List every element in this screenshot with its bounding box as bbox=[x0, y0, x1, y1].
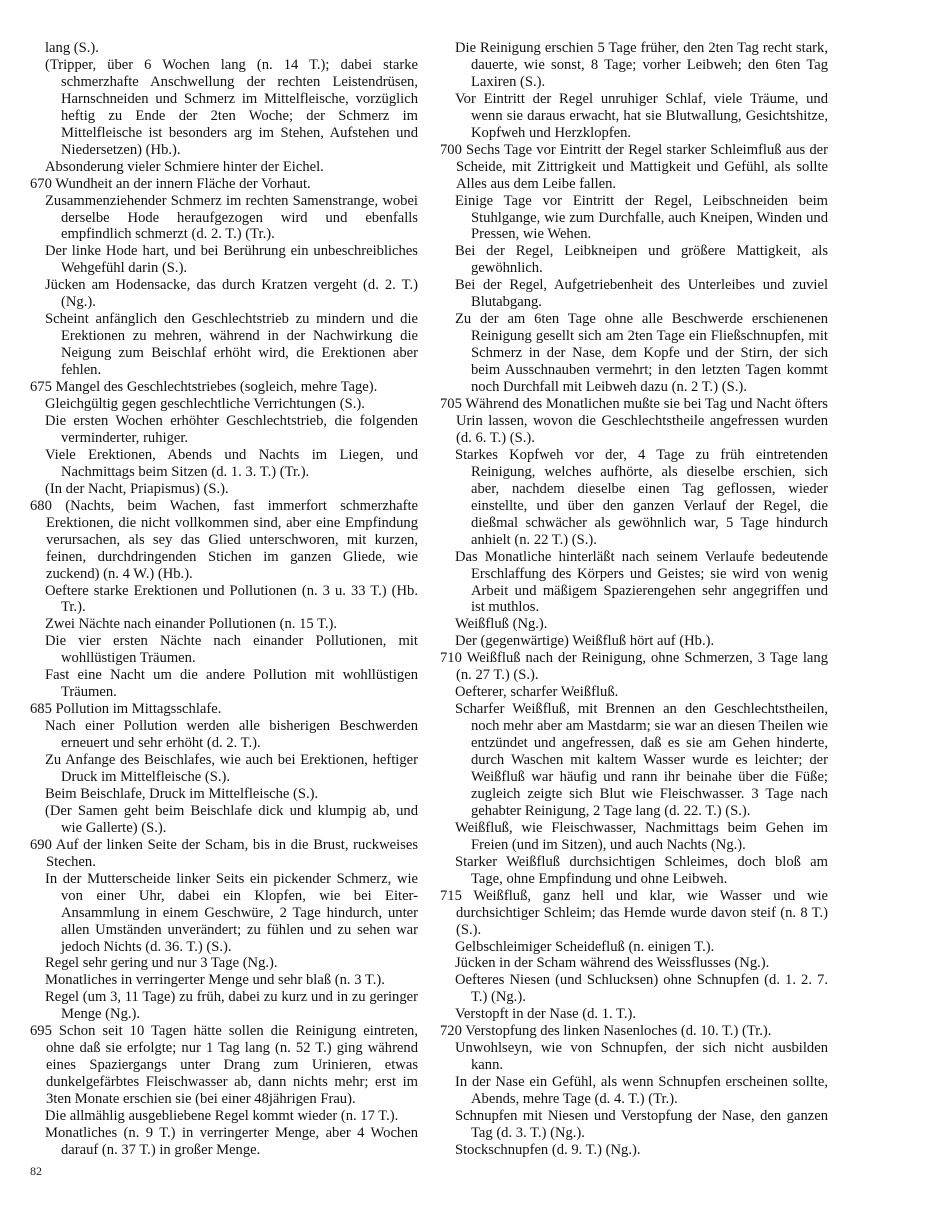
entry-text: Der (gegenwärtige) Weißfluß hört auf (Hb.). bbox=[455, 633, 715, 650]
entry-text: Der linke Hode hart, und bei Berührung ein unbeschreibliches Wehgefühl darin (S.). bbox=[45, 243, 418, 277]
symptom-entry bbox=[30, 277, 418, 311]
symptom-entry bbox=[440, 311, 828, 396]
symptom-entry bbox=[440, 193, 828, 244]
symptom-entry bbox=[30, 752, 418, 786]
symptom-entry bbox=[30, 989, 418, 1023]
entry-text: Pollution im Mittagsschlafe. bbox=[55, 701, 222, 718]
symptom-entry bbox=[30, 176, 418, 193]
entry-text: Nach einer Pollution werden alle bisherigen Beschwerden erneuert und sehr erhöht (d. 2. T.). bbox=[45, 718, 418, 752]
entry-text: Zu der am 6ten Tage ohne alle Beschwerde erschienenen Reinigung gesellt sich am 2ten Tage ein Fließschnupfen, mit Schmerz in der Nase, dem Kopfe und der Stirn, der sich beim Ausschnauben vermehrt; in den letzten Tagen kommt noch Durchfall mit Leibweh dazu (n. 2 T.) (S.). bbox=[455, 311, 828, 396]
entry-number: 700 bbox=[440, 141, 462, 158]
entry-text: (Der Samen geht beim Beischlafe dick und klumpig ab, und wie Gallerte) (S.). bbox=[45, 802, 418, 836]
symptom-entry bbox=[440, 277, 828, 311]
symptom-entry bbox=[440, 1142, 828, 1159]
symptom-entry bbox=[440, 939, 828, 956]
entry-text: Wundheit an der innern Fläche der Vorhaut. bbox=[55, 175, 311, 192]
symptom-entry bbox=[30, 57, 418, 159]
entry-text: Sechs Tage vor Eintritt der Regel starker Schleimfluß aus der Scheide, mit Zittrigkeit und Mattigkeit und Gefühl, als sollte Alles aus dem Leibe fallen. bbox=[456, 141, 828, 192]
entry-text: Weißfluß, wie Fleischwasser, Nachmittags beim Gehen im Freien (und im Sitzen), und auch Nachts (Ng.). bbox=[455, 819, 828, 853]
symptom-entry bbox=[440, 243, 828, 277]
entry-number: 710 bbox=[440, 650, 462, 667]
entry-number: 690 bbox=[30, 836, 52, 853]
symptom-entry bbox=[440, 1108, 828, 1142]
right-column bbox=[440, 40, 828, 1159]
entry-text: Zwei Nächte nach einander Pollutionen (n. 15 T.). bbox=[45, 616, 338, 633]
symptom-entry bbox=[440, 955, 828, 972]
entry-text: Die vier ersten Nächte nach einander Pollutionen, mit wohllüstigen Träumen. bbox=[45, 633, 418, 667]
entry-text: Weißfluß, ganz hell und klar, wie Wasser und wie durchsichtiger Schleim; das Hemde wurde davon steif (n. 8 T.) (S.). bbox=[456, 887, 828, 938]
entry-text: Beim Beischlafe, Druck im Mittelfleische (S.). bbox=[45, 785, 319, 802]
entry-text: lang (S.). bbox=[45, 40, 99, 56]
entry-number: 675 bbox=[30, 379, 52, 396]
entry-text: (In der Nacht, Priapismus) (S.). bbox=[45, 480, 229, 497]
entry-text: Oeftere starke Erektionen und Pollutionen (n. 3 u. 33 T.) (Hb. Tr.). bbox=[45, 582, 418, 616]
entry-number: 705 bbox=[440, 396, 462, 413]
symptom-entry bbox=[30, 1108, 418, 1125]
symptom-entry bbox=[440, 396, 828, 447]
entry-text: Mangel des Geschlechtstriebes (sogleich, mehre Tage). bbox=[55, 379, 378, 396]
entry-text: Weißfluß nach der Reinigung, ohne Schmerzen, 3 Tage lang (n. 27 T.) (S.). bbox=[456, 650, 828, 684]
entry-text: Starker Weißfluß durchsichtigen Schleimes, doch bloß am Tage, ohne Empfindung und ohne Leibweh. bbox=[455, 853, 828, 887]
symptom-entry bbox=[440, 1040, 828, 1074]
symptom-entry bbox=[30, 1125, 418, 1159]
entry-number: 680 bbox=[30, 497, 52, 514]
entry-text: (Nachts, beim Wachen, fast immerfort schmerzhafte Erektionen, die nicht vollkommen sind, aber eine Empfindung verursachen, als sey das Glied unterschworen, mit kurzen, feinen, durchdringenden Stichen im ganzen Gliede, wie zuckend) (n. 4 W.) (Hb.). bbox=[46, 497, 418, 582]
symptom-entry bbox=[440, 1074, 828, 1108]
entry-text: Regel sehr gering und nur 3 Tage (Ng.). bbox=[45, 955, 278, 972]
symptom-entry bbox=[440, 854, 828, 888]
entry-text: Unwohlseyn, wie von Schnupfen, der sich nicht ausbilden kann. bbox=[455, 1040, 828, 1074]
entry-text: Gelbschleimiger Scheidefluß (n. einigen T.). bbox=[455, 938, 715, 955]
symptom-entry bbox=[30, 498, 418, 583]
symptom-entry bbox=[30, 701, 418, 718]
entry-text: Starkes Kopfweh vor der, 4 Tage zu früh eintretenden Reinigung, welches aufhörte, als dieselbe erschien, sich aber, nachdem dieselbe einen Tag geflossen, wieder einstellte, und über den ganzen Verlauf der Regel, die dießmal schwächer als gewöhnlich war, 5 Tage hindurch anhielt (n. 22 T.) (S.). bbox=[455, 446, 828, 548]
symptom-entry bbox=[440, 701, 828, 820]
entry-text: In der Mutterscheide linker Seits ein pickender Schmerz, wie von einer Uhr, dabei ein Klopfen, wie bei Eiter-Ansammlung in einem Geschwüre, 2 Tage hindurch, unter allen Umständen unverändert; zu fühlen und zu sehen war jedoch Nichts (d. 36. T.) (S.). bbox=[45, 870, 418, 955]
symptom-entry bbox=[440, 972, 828, 1006]
entry-text: In der Nase ein Gefühl, als wenn Schnupfen erscheinen sollte, Abends, mehre Tage (d. 4. T.) (Tr.). bbox=[455, 1074, 828, 1108]
entry-text: Bei der Regel, Leibkneipen und größere Mattigkeit, als gewöhnlich. bbox=[455, 243, 828, 277]
entry-text: Verstopft in der Nase (d. 1. T.). bbox=[455, 1006, 637, 1023]
symptom-entry bbox=[30, 159, 418, 176]
entry-text: Bei der Regel, Aufgetriebenheit des Unterleibes und zuviel Blutabgang. bbox=[455, 277, 828, 311]
symptom-entry bbox=[30, 972, 418, 989]
entry-number: 720 bbox=[440, 1023, 462, 1040]
entry-number: 670 bbox=[30, 175, 52, 192]
left-column bbox=[30, 40, 418, 1159]
symptom-entry bbox=[30, 633, 418, 667]
entry-text: Das Monatliche hinterläßt nach seinem Verlaufe bedeutende Erschlaffung des Körpers und Geistes; sie wird von wenig Arbeit und mäßigem Spazierengehen sehr angegriffen und ist muthlos. bbox=[455, 548, 828, 616]
entry-text: Oefteres Niesen (und Schlucksen) ohne Schnupfen (d. 1. 2. 7. T.) (Ng.). bbox=[455, 972, 828, 1006]
symptom-entry bbox=[30, 718, 418, 752]
entry-text: Die Reinigung erschien 5 Tage früher, den 2ten Tag recht stark, dauerte, wie sonst, 8 Tage; vorher Leibweh; den 6ten Tag Laxiren (S.). bbox=[455, 40, 828, 90]
entry-text: Schon seit 10 Tagen hätte sollen die Reinigung eintreten, ohne daß sie erfolgte; nur 1 Tag lang (n. 52 T.) ging während eines Spaziergangs unter Drang zum Urinieren, etwas dunkelgefärbtes Fleischwasser ab, dann nichts mehr; erst im 3ten Monate erschien sie (bei einer 48jährigen Frau). bbox=[46, 1023, 419, 1108]
entry-text: Jücken am Hodensacke, das durch Kratzen vergeht (d. 2. T.) (Ng.). bbox=[45, 277, 418, 311]
entry-text: Schnupfen mit Niesen und Verstopfung der Nase, den ganzen Tag (d. 3. T.) (Ng.). bbox=[455, 1108, 828, 1141]
symptom-entry bbox=[30, 786, 418, 803]
symptom-entry bbox=[30, 243, 418, 277]
symptom-entry bbox=[30, 583, 418, 617]
entry-text: Einige Tage vor Eintritt der Regel, Leibschneiden beim Stuhlgange, wie zum Durchfalle, auch Kneipen, Winden und Pressen, wie Wehen. bbox=[455, 192, 828, 243]
entry-text: Monatliches in verringerter Menge und sehr blaß (n. 3 T.). bbox=[45, 972, 385, 989]
entry-text: Zu Anfange des Beischlafes, wie auch bei Erektionen, heftiger Druck im Mittelfleische (S.). bbox=[45, 752, 418, 785]
entry-text: Oefterer, scharfer Weißfluß. bbox=[455, 684, 619, 701]
entry-text: Fast eine Nacht um die andere Pollution mit wohllüstigen Träumen. bbox=[45, 667, 418, 701]
entry-text: Absonderung vieler Schmiere hinter der Eichel. bbox=[45, 158, 324, 175]
symptom-entry bbox=[440, 142, 828, 193]
entry-text: Gleichgültig gegen geschlechtliche Verrichtungen (S.). bbox=[45, 396, 365, 413]
entry-text: (Tripper, über 6 Wochen lang (n. 14 T.); dabei starke schmerzhafte Anschwellung der rechten Leistendrüsen, Harnschneiden und Schmerz im Mittelfleische, vorzüglich heftig zu Ende der 2ten Woche; der Schmerz im Mittelfleische ist besonders arg im Stehen, Aufstehen und Niedersetzen) (Hb.). bbox=[45, 56, 418, 158]
symptom-entry bbox=[30, 311, 418, 379]
symptom-entry bbox=[30, 837, 418, 871]
symptom-entry bbox=[30, 193, 418, 244]
symptom-entry bbox=[440, 40, 828, 91]
symptom-entry bbox=[440, 684, 828, 701]
symptom-entry bbox=[30, 413, 418, 447]
entry-text: Verstopfung des linken Nasenloches (d. 10. T.) (Tr.). bbox=[465, 1023, 772, 1040]
entry-text: Monatliches (n. 9 T.) in verringerter Menge, aber 4 Wochen darauf (n. 37 T.) in großer Menge. bbox=[45, 1125, 418, 1158]
symptom-entry bbox=[440, 616, 828, 633]
symptom-entry bbox=[440, 888, 828, 939]
symptom-entry bbox=[440, 1023, 828, 1040]
page-number: 82 bbox=[30, 1164, 42, 1178]
entry-text: Weißfluß (Ng.). bbox=[455, 616, 548, 633]
entry-text: Scharfer Weißfluß, mit Brennen an den Geschlechtstheilen, noch mehr aber am Mastdarm; sie war an diesen Theilen wie entzündet und angefressen, daß es sie am Gehen hinderte, durch Waschen mit kaltem Wasser wurde es leichter; der Weißfluß war häufig und rann ihr beinahe über die Füße; zugleich zeigte sich Blut wie Fleischwasser. 3 Tage nach gehabter Reinigung, 2 Tage lang (d. 22. T.) (S.). bbox=[455, 701, 828, 819]
symptom-entry bbox=[30, 955, 418, 972]
entry-text: Jücken in der Scham während des Weissflusses (Ng.). bbox=[455, 955, 770, 972]
symptom-entry bbox=[30, 616, 418, 633]
symptom-entry bbox=[440, 91, 828, 142]
symptom-entry bbox=[440, 1006, 828, 1023]
symptom-entry bbox=[30, 40, 418, 57]
entry-number: 715 bbox=[440, 887, 462, 904]
symptom-entry bbox=[440, 447, 828, 549]
entry-text: Die allmählig ausgebliebene Regel kommt wieder (n. 17 T.). bbox=[45, 1108, 399, 1125]
symptom-entry bbox=[30, 447, 418, 481]
entry-text: Zusammenziehender Schmerz im rechten Samenstrange, wobei derselbe Hode heraufgezogen wird und ebenfalls empfindlich schmerzt (d. 2. T.) (Tr.). bbox=[45, 192, 418, 243]
entry-text: Viele Erektionen, Abends und Nachts im Liegen, und Nachmittags beim Sitzen (d. 1. 3. T.) (Tr.). bbox=[45, 446, 418, 480]
symptom-entry bbox=[30, 481, 418, 498]
entry-text: Vor Eintritt der Regel unruhiger Schlaf, viele Träume, und wenn sie daraus erwacht, hat sie Blutwallung, Gesichtshitze, Kopfweh und Herzklopfen. bbox=[455, 90, 828, 141]
symptom-entry bbox=[30, 667, 418, 701]
entry-text: Stockschnupfen (d. 9. T.) (Ng.). bbox=[455, 1141, 641, 1158]
entry-number: 695 bbox=[30, 1023, 52, 1040]
symptom-entry bbox=[30, 379, 418, 396]
entry-text: Scheint anfänglich den Geschlechtstrieb zu mindern und die Erektionen zu mehren, während in der Nachwirkung die Neigung zum Beischlaf erhöht wird, die Erektionen aber fehlen. bbox=[45, 311, 418, 379]
symptom-entry bbox=[30, 1023, 418, 1108]
entry-text: Auf der linken Seite der Scham, bis in die Brust, ruckweises Stechen. bbox=[46, 836, 419, 870]
symptom-entry bbox=[30, 396, 418, 413]
symptom-entry bbox=[440, 633, 828, 650]
symptom-entry bbox=[30, 803, 418, 837]
symptom-entry bbox=[30, 871, 418, 956]
symptom-entry bbox=[440, 820, 828, 854]
entry-text: Während des Monatlichen mußte sie bei Tag und Nacht öfters Urin lassen, wovon die Geschlechtstheile angefressen wurden (d. 6. T.) (S.). bbox=[456, 396, 828, 446]
entry-text: Die ersten Wochen erhöhter Geschlechtstrieb, die folgenden verminderter, ruhiger. bbox=[45, 412, 418, 446]
symptom-entry bbox=[440, 549, 828, 617]
symptom-entry bbox=[440, 650, 828, 684]
entry-text: Regel (um 3, 11 Tage) zu früh, dabei zu kurz und in zu geringer Menge (Ng.). bbox=[45, 989, 418, 1023]
entry-number: 685 bbox=[30, 701, 52, 718]
